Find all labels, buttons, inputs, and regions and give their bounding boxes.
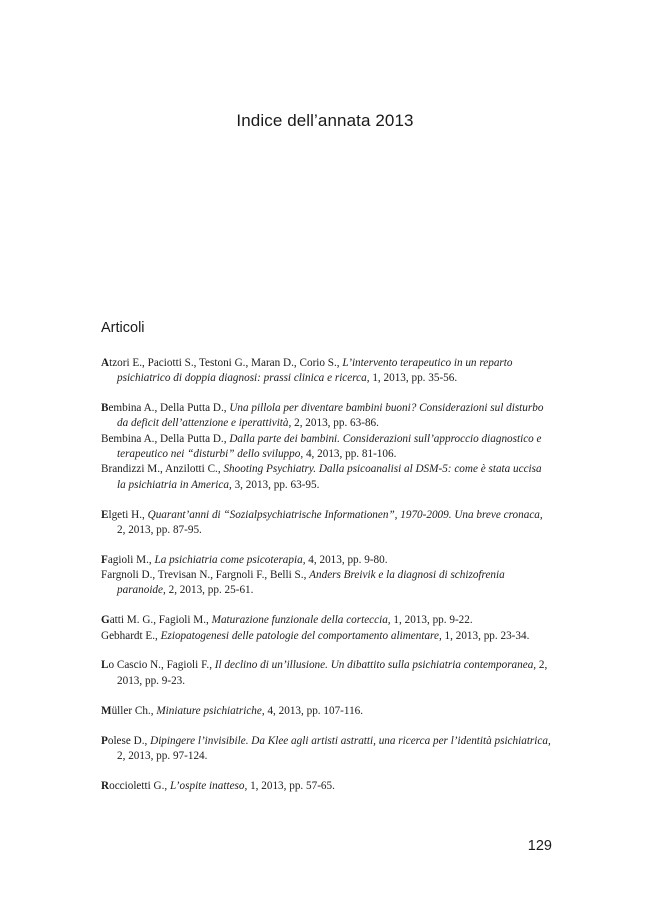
index-entry	[101, 356, 552, 387]
index-entry	[101, 658, 552, 689]
letter-group	[101, 734, 552, 765]
entry-title: Eziopatogenesi delle patologie del comportamento alimentare,	[160, 629, 442, 642]
entry-initial: P	[101, 734, 108, 747]
entry-authors: occioletti G.,	[109, 779, 168, 792]
entry-reference: 4, 2013, pp. 107-116.	[267, 704, 364, 717]
index-entry	[101, 432, 552, 463]
index-entry	[101, 401, 552, 432]
letter-group	[101, 401, 552, 493]
index-entry	[101, 553, 552, 568]
entry-title: Il declino di un’illusione. Un dibattito sulla psichiatria contemporanea,	[214, 659, 537, 672]
index-entry	[101, 613, 552, 628]
entry-authors: atti M. G., Fagioli M.,	[109, 614, 209, 627]
entry-reference: 2, 2013, pp. 63-86.	[294, 417, 379, 430]
entry-authors: Bembina A., Della Putta D.,	[101, 432, 227, 445]
entry-reference: 2, 2013, pp. 87-95.	[117, 523, 202, 536]
entry-title: Quarant’anni di “Sozialpsychiatrische Informationen”, 1970-2009. Una breve cronaca,	[147, 508, 543, 521]
entry-reference: 1, 2013, pp. 57-65.	[250, 779, 335, 792]
entry-authors: embina A., Della Putta D.,	[108, 402, 227, 415]
entry-reference: 1, 2013, pp. 35-56.	[372, 372, 458, 385]
entry-authors: tzori E., Paciotti S., Testoni G., Maran D., Corio S.,	[109, 357, 340, 369]
entry-initial: E	[101, 508, 109, 521]
entry-reference: 3, 2013, pp. 63-95.	[234, 478, 320, 491]
letter-group	[101, 779, 552, 794]
page-title: Indice dell’annata 2013	[236, 111, 414, 130]
entry-authors: Fargnoli D., Trevisan N., Fargnoli F., Belli S.,	[101, 569, 307, 582]
entry-initial: M	[101, 704, 112, 717]
index-entry	[101, 568, 552, 599]
entry-reference: 2, 2013, pp. 25-61.	[168, 584, 254, 597]
entry-reference: 4, 2013, pp. 9-80.	[308, 553, 388, 566]
entry-title: La psichiatria come psicoterapia,	[154, 553, 306, 566]
letter-group	[101, 356, 552, 387]
index-entry	[101, 462, 552, 493]
letter-group	[101, 658, 552, 689]
entry-title: Anders Breivik e la diagnosi di schizofrenia paranoide,	[117, 569, 505, 597]
letter-group	[101, 553, 552, 599]
entry-authors: Gebhardt E.,	[101, 629, 158, 642]
letter-group	[101, 613, 552, 644]
entry-reference: 2, 2013, pp. 97-124.	[117, 749, 208, 762]
entry-reference: 4, 2013, pp. 81-106.	[305, 448, 397, 461]
section-heading: Articoli	[101, 320, 145, 336]
index-entry	[101, 734, 552, 765]
entry-initial: R	[101, 779, 110, 792]
entry-authors: agioli M.,	[107, 553, 152, 566]
index-entry	[101, 629, 552, 644]
letter-group	[101, 508, 552, 539]
article-index	[101, 356, 552, 809]
entry-reference: 2, 2013, pp. 9-23.	[117, 659, 548, 687]
entry-title: Una pillola per diventare bambini buoni? Considerazioni sul disturbo da deficit dell’attenzione e iperattività,	[117, 402, 544, 430]
entry-initial: B	[101, 402, 109, 415]
entry-authors: olese D.,	[107, 734, 148, 747]
entry-authors: üller Ch.,	[111, 704, 154, 717]
entry-title: Miniature psichiatriche,	[156, 704, 265, 717]
index-entry	[101, 779, 552, 794]
entry-title: Dalla parte dei bambini. Considerazioni sull’approccio diagnostico e terapeutico nei “disturbi” dello sviluppo,	[117, 432, 542, 461]
entry-title: Shooting Psychiatry. Dalla psicoanalisi al DSM-5: come è stata uccisa la psichiatria in America,	[117, 463, 542, 491]
entry-title: L’ospite inatteso,	[170, 779, 248, 792]
entry-authors: o Cascio N., Fagioli F.,	[108, 659, 212, 672]
entry-title: Dipingere l’invisibile. Da Klee agli artisti astratti, una ricerca per l’identità psichiatrica,	[150, 734, 551, 747]
entry-reference: 1, 2013, pp. 23-34.	[444, 629, 530, 642]
entry-initial: F	[101, 553, 108, 566]
entry-title: Maturazione funzionale della corteccia,	[211, 614, 391, 627]
entry-title: L’intervento terapeutico in un reparto psichiatrico di doppia diagnosi: prassi clinica e ricerca,	[117, 357, 513, 385]
entry-initial: G	[101, 614, 110, 627]
entry-initial: A	[101, 357, 110, 369]
entry-reference: 1, 2013, pp. 9-22.	[393, 614, 473, 627]
index-entry	[101, 704, 552, 719]
index-entry	[101, 508, 552, 539]
page-number: 129	[527, 838, 552, 854]
entry-authors: lgeti H.,	[108, 508, 145, 521]
entry-authors: Brandizzi M., Anzilotti C.,	[101, 463, 221, 476]
letter-group	[101, 704, 552, 719]
entry-initial: L	[101, 659, 109, 672]
